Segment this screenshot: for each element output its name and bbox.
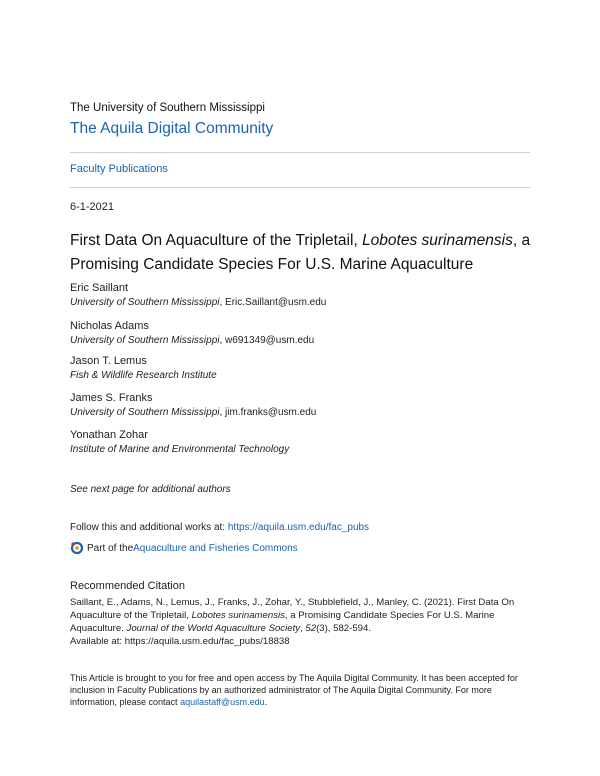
affiliation-text: University of Southern Mississippi xyxy=(70,297,220,308)
author-email: , Eric.Saillant@usm.edu xyxy=(219,297,327,308)
series-link[interactable]: Faculty Publications xyxy=(70,163,168,175)
citation-comma: , xyxy=(300,623,306,634)
publication-date: 6-1-2021 xyxy=(70,201,115,213)
part-of-line xyxy=(70,541,298,555)
author-email: , w691349@usm.edu xyxy=(219,335,315,346)
title-part1: First Data On Aquaculture of the Tripletail, xyxy=(70,232,363,249)
recommended-citation-heading: Recommended Citation xyxy=(70,580,185,592)
author-block xyxy=(70,392,316,418)
citation-middle: , a Promising Candidate Species For U.S. Marine Aquaculture. xyxy=(70,610,495,634)
follow-link[interactable]: https://aquila.usm.edu/fac_pubs xyxy=(227,522,370,533)
commons-link[interactable]: Aquaculture and Fisheries Commons xyxy=(133,542,298,554)
available-url: https://aquila.usm.edu/fac_pubs/18838 xyxy=(124,636,290,647)
contact-email-link[interactable]: aquilastaff@usm.edu xyxy=(180,697,265,707)
citation-species: Lobotes surinamensis xyxy=(191,610,285,621)
author-name: Eric Saillant xyxy=(70,282,129,294)
university-name: The University of Southern Mississippi xyxy=(70,102,265,114)
author-name: Yonathan Zohar xyxy=(70,429,148,441)
site-name-link[interactable]: The Aquila Digital Community xyxy=(70,120,274,137)
see-next-page-note: See next page for additional authors xyxy=(70,484,231,495)
author-affiliation xyxy=(70,335,314,346)
citation-journal: Journal of the World Aquaculture Society xyxy=(126,623,301,634)
author-affiliation xyxy=(70,444,289,455)
author-name: James S. Franks xyxy=(70,392,153,404)
title-species: Lobotes surinamensis xyxy=(362,232,513,249)
affiliation-text: Institute of Marine and Environmental Technology xyxy=(70,444,290,455)
divider-top xyxy=(70,152,530,153)
author-block xyxy=(70,320,314,346)
network-commons-icon xyxy=(70,541,84,555)
affiliation-text: University of Southern Mississippi xyxy=(70,407,220,418)
author-affiliation xyxy=(70,407,316,418)
author-name: Jason T. Lemus xyxy=(70,355,147,367)
available-label: Available at: xyxy=(70,636,125,647)
affiliation-text: Fish & Wildlife Research Institute xyxy=(70,370,217,381)
author-affiliation xyxy=(70,297,326,308)
title-part2: , a Promising Candidate Species For U.S. Marine Aquaculture xyxy=(70,232,531,273)
citation-text xyxy=(70,596,540,648)
article-title xyxy=(70,229,540,277)
author-email: , jim.franks@usm.edu xyxy=(219,407,317,418)
follow-text: Follow this and additional works at: xyxy=(70,522,228,533)
access-end: . xyxy=(264,697,268,707)
citation-volume: 52 xyxy=(305,623,317,634)
author-block xyxy=(70,429,289,455)
access-text: This Article is brought to you for free and open access by The Aquila Digital Community. It has been accepted for inclusion in Faculty Publications by an authorized administrator of The Aquila Digital Community. For more information, please contact xyxy=(70,673,518,707)
author-block xyxy=(70,282,326,308)
author-affiliation xyxy=(70,370,217,381)
part-of-text: Part of the xyxy=(87,542,134,554)
citation-authors: Saillant, E., Adams, N., Lemus, J., Franks, J., Zohar, Y., Stubblefield, J., Manley, C. (2021). First Data On Aquaculture of the Tripletail, xyxy=(70,597,515,621)
access-statement xyxy=(70,672,530,708)
follow-line xyxy=(70,522,369,533)
affiliation-text: University of Southern Mississippi xyxy=(70,335,220,346)
citation-issue-pages: (3), 582-594. xyxy=(316,623,371,634)
divider-series xyxy=(70,187,530,188)
author-block xyxy=(70,355,217,381)
author-name: Nicholas Adams xyxy=(70,320,149,332)
